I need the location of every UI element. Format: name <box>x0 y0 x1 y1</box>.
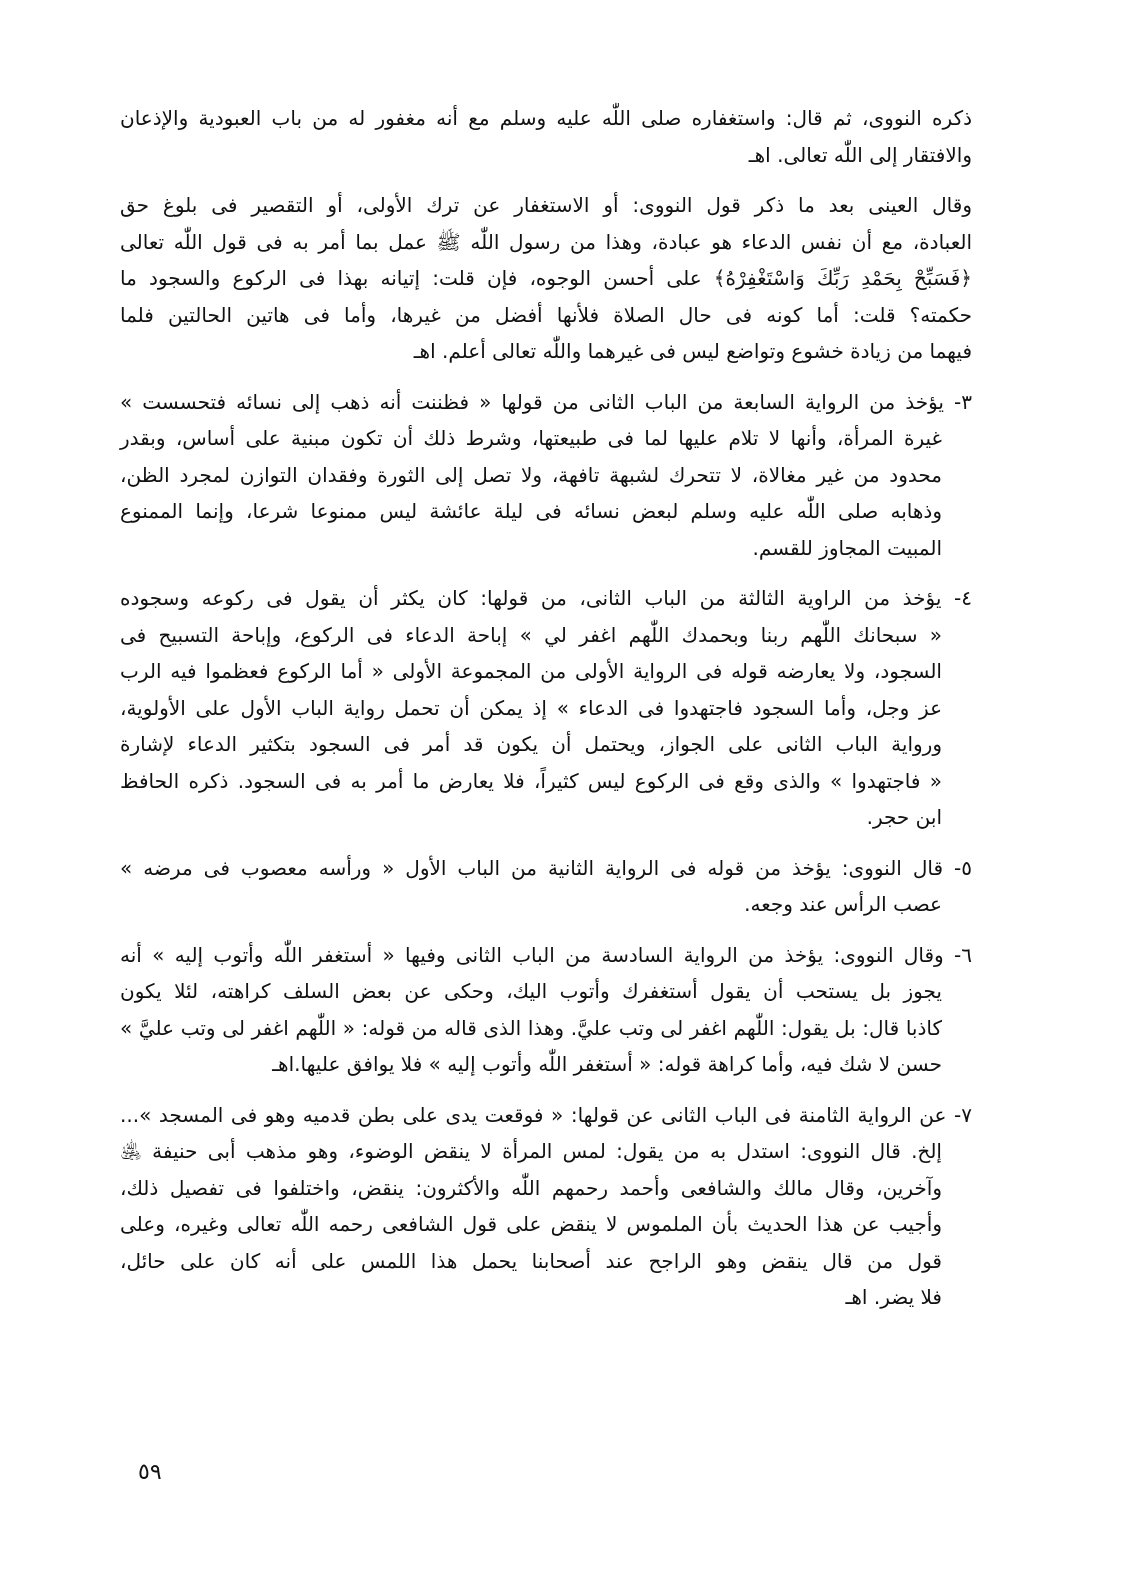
text-line: السجود، ولا يعارضه قوله فى الرواية الأولى من المجموعة الأولى « أما الركوع فعظموا فيه الرب <box>120 659 942 683</box>
text-line: يجوز بل يستحب أن يقول أستغفرك وأتوب اليك، وحكى عن بعض السلف كراهته، لئلا يكون <box>120 979 942 1003</box>
numbered-item-5 <box>120 850 972 923</box>
text-line: حكمته؟ قلت: أما كونه فى حال الصلاة فلأنها أفضل من غيرها، وأما فى هاتين الحالتين فلما <box>120 302 972 327</box>
text-line: ٧- عن الرواية الثامنة فى الباب الثانى عن قولها: « فوقعت يدى على بطن قدميه وهو فى المسجد »... <box>120 1102 972 1127</box>
text-line: إلخ. قال النووى: استدل به من يقول: لمس المرأة لا ينقض الوضوء، وهو مذهب أبى حنيفة ﵁ <box>120 1139 942 1163</box>
text-line: فيهما من زيادة خشوع وتواضع ليس فى غيرهما واللّٰه تعالى أعلم. اهـ <box>413 339 972 363</box>
text-line: حسن لا شك فيه، وأما كراهة قوله: « أستغفر اللّٰه وأتوب إليه » فلا يوافق عليها.اهـ <box>272 1052 942 1076</box>
text-line: ٤- يؤخذ من الراوية الثالثة من الباب الثانى، من قولها: كان يكثر أن يقول فى ركوعه وسجوده <box>120 586 972 610</box>
text-line: والافتقار إلى اللّٰه تعالى. اهـ <box>748 142 972 167</box>
text-line: غيرة المرأة، وأنها لا تلام عليها لما فى طبيعتها، وشرط ذلك أن تكون مبنية على أساس، وبقدر <box>120 426 942 450</box>
numbered-item-3 <box>120 384 972 567</box>
text-line: « فاجتهدوا » والذى وقع فى الركوع ليس كثيراً، فلا يعارض ما أمر به فى السجود. ذكره الحافظ <box>120 768 942 793</box>
text-line: وذهابه صلى اللّٰه عليه وسلم لبعض نسائه فى ليلة عائشة ليس ممنوعا شرعا، وإنما الممنوع <box>120 499 942 523</box>
numbered-item-6 <box>120 937 972 1083</box>
text-line: العبادة، مع أن نفس الدعاء هو عبادة، وهذا من رسول اللّٰه ﷺ عمل بما أمر به فى قول اللّٰه تعالى <box>120 229 972 254</box>
paragraph-2 <box>120 187 972 370</box>
page-body <box>120 100 972 1330</box>
text-line: عز وجل، وأما السجود فاجتهدوا فى الدعاء » إذ يمكن أن تحمل رواية الباب الأول على الأولوية، <box>120 695 942 720</box>
page-number: ٥٩ <box>138 1460 162 1485</box>
text-line: وآخرين، وقال مالك والشافعى وأحمد رحمهم اللّٰه والأكثرون: ينقض، واختلفوا فى تفصيل ذلك، <box>120 1175 942 1200</box>
paragraph-1 <box>120 100 972 173</box>
text-line: وأجيب عن هذا الحديث بأن الملموس لا ينقض على قول الشافعى رحمه اللّٰه تعالى وغيره، وعلى <box>120 1212 942 1236</box>
text-line: فلا يضر. اهـ <box>845 1285 942 1309</box>
text-line: ﴿فَسَبِّحْ بِحَمْدِ رَبِّكَ وَاسْتَغْفِرْهُ﴾ على أحسن الوجوه، فإن قلت: إتيانه بهذا فى الركوع والسجود ما <box>120 266 972 290</box>
text-line: « سبحانك اللّٰهم ربنا وبحمدك اللّٰهم اغفر لي » إباحة الدعاء فى الركوع، وإباحة التسبيح فى <box>120 622 942 647</box>
text-line: المبيت المجاوز للقسم. <box>752 535 942 560</box>
text-line: ٦- وقال النووى: يؤخذ من الرواية السادسة من الباب الثانى وفيها « أستغفر اللّٰه وأتوب إليه » أنه <box>120 942 972 967</box>
text-line: ورواية الباب الثانى على الجواز، ويحتمل أن يكون قد أمر فى السجود بتكثير الدعاء لإشارة <box>120 732 942 756</box>
text-line: كاذبا قال: بل يقول: اللّٰهم اغفر لى وتب عليَّ. وهذا الذى قاله من قوله: « اللّٰهم اغفر لى وتب عليَّ » <box>120 1015 942 1040</box>
text-line: عصب الرأس عند وجعه. <box>744 892 942 916</box>
text-line: ٥- قال النووى: يؤخذ من قوله فى الرواية الثانية من الباب الأول « ورأسه معصوب فى مرضه » <box>120 855 972 880</box>
numbered-item-4 <box>120 580 972 836</box>
text-line: قول من قال ينقض وهو الراجح عند أصحابنا يحمل هذا اللمس على أنه كان على حائل، <box>120 1248 942 1273</box>
text-line: محدود من غير مغالاة، لا تتحرك لشبهة تافهة، ولا تصل إلى الثورة وفقدان التوازن لمجرد الظن، <box>120 462 942 487</box>
text-line: وقال العينى بعد ما ذكر قول النووى: أو الاستغفار عن ترك الأولى، أو التقصير فى بلوغ حق <box>120 193 972 217</box>
text-line: ابن حجر. <box>866 805 942 829</box>
text-line: ٣- يؤخذ من الرواية السابعة من الباب الثانى من قولها « فظننت أنه ذهب إلى نسائه فتحسست » <box>120 389 972 414</box>
numbered-item-7 <box>120 1097 972 1316</box>
text-line: ذكره النووى، ثم قال: واستغفاره صلى اللّٰه عليه وسلم مع أنه مغفور له من باب العبودية والإذعان <box>120 106 972 130</box>
